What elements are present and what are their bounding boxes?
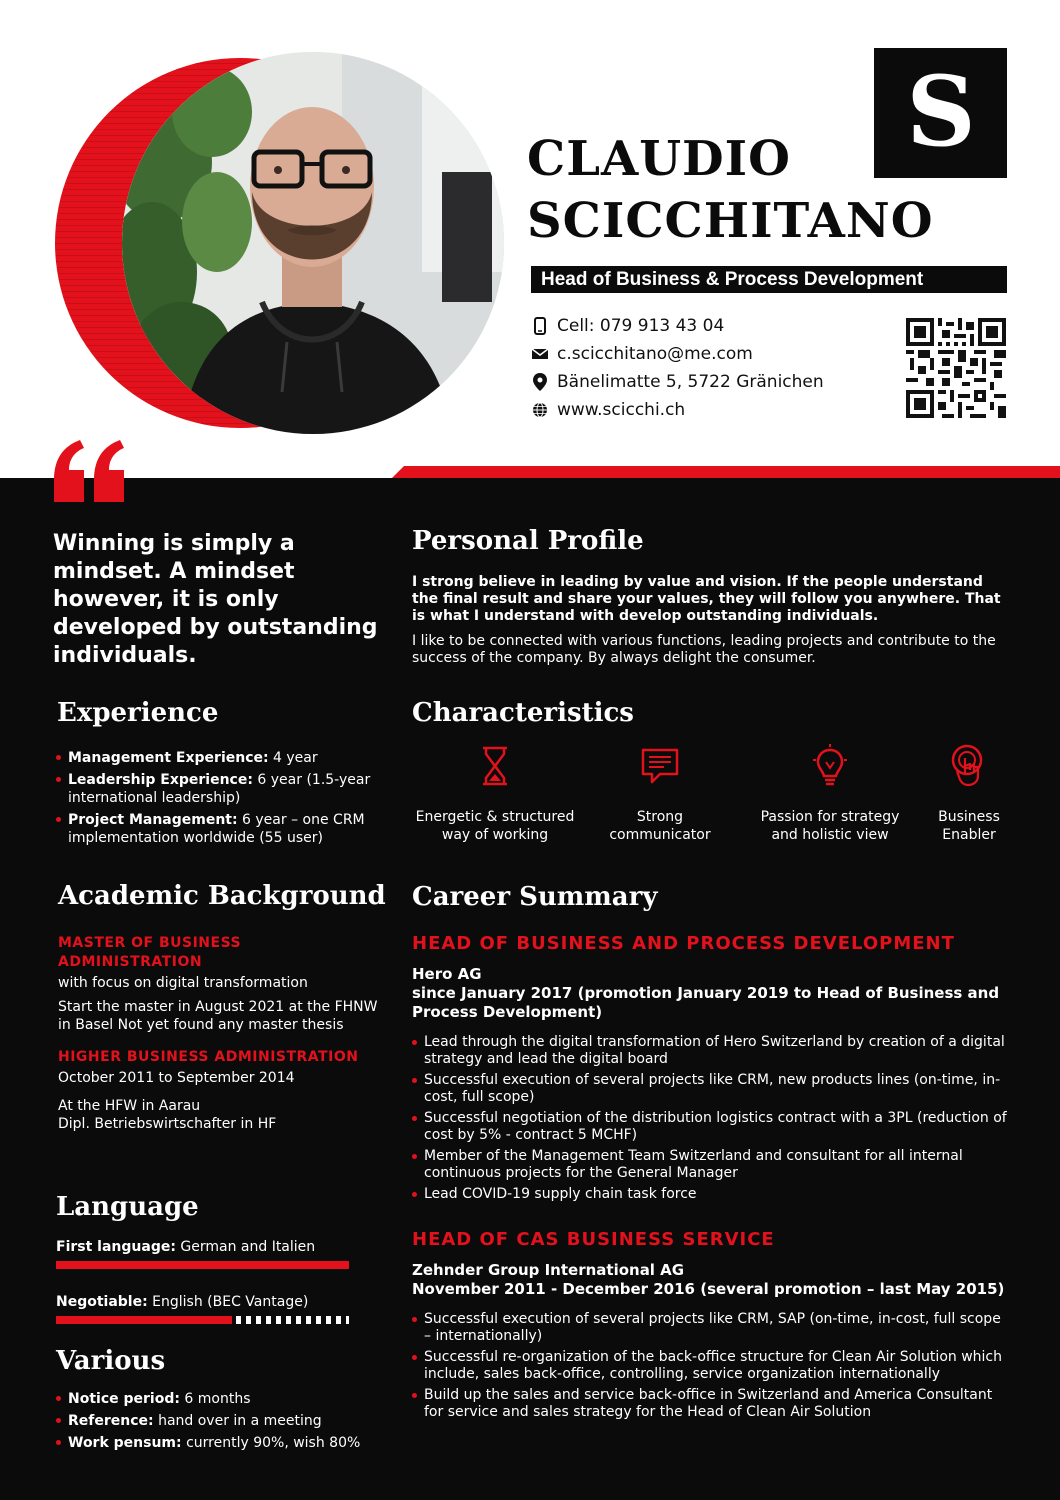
language-section: [56, 1238, 356, 1324]
characteristic-line2: Enabler: [942, 827, 996, 843]
characteristic-line2: communicator: [609, 827, 711, 843]
profile-section: [412, 574, 1002, 667]
first-language-value: German and Italien: [175, 1239, 316, 1255]
first-language-bar: [56, 1261, 349, 1269]
experience-item-value: 4 year: [268, 750, 318, 766]
contact-email[interactable]: [531, 340, 824, 368]
career-section: [412, 932, 1012, 1425]
degree1-note: Start the master in August 2021 at the FHNW in Basel Not yet found any master thesis: [58, 999, 378, 1033]
contact-email-text: c.scicchitano@me.com: [557, 344, 753, 364]
experience-item: [56, 811, 376, 847]
role-bullet: Successful negotiation of the distribution logistics contract with a 3PL (reduction of cost by 5% - contract 5 MCHF): [412, 1110, 1012, 1144]
degree2-title: HIGHER BUSINESS ADMINISTRATION: [58, 1049, 359, 1065]
phone-icon: [531, 317, 549, 335]
characteristic-line2: and holistic view: [771, 827, 889, 843]
experience-item-value: 6 year (1.5-year international leadership): [68, 772, 371, 806]
contact-website[interactable]: [531, 396, 824, 424]
last-name: SCICCHITANO: [527, 193, 934, 249]
role-company: Zehnder Group International AG: [412, 1261, 685, 1279]
career-role: [412, 932, 1012, 1203]
experience-item: [56, 749, 376, 767]
various-item-value: currently 90%, wish 80%: [181, 1435, 361, 1451]
touch-hand-icon: [949, 744, 989, 788]
chat-bubble-icon: [640, 744, 680, 788]
second-language-bar-fill: [56, 1316, 232, 1324]
role-company: Hero AG: [412, 965, 482, 983]
role-bullet: Lead through the digital transformation of Hero Switzerland by creation of a digital strategy and lead the digital board: [412, 1034, 1012, 1068]
experience-item-label: Management Experience:: [68, 750, 269, 766]
contact-phone-text: Cell: 079 913 43 04: [557, 316, 725, 336]
various-item-label: Notice period:: [68, 1391, 180, 1407]
job-title: Head of Business & Process Development: [531, 266, 1007, 293]
experience-heading: Experience: [57, 698, 219, 728]
various-item-value: hand over in a meeting: [153, 1413, 322, 1429]
characteristic-item: [405, 744, 585, 844]
quote-text: Winning is simply a mindset. A mindset however, it is only developed by outstanding individuals.: [53, 531, 378, 668]
role-bullet: Build up the sales and service back-office in Switzerland and America Consultant for service and sales strategy for the Head of Clean Air Solution: [412, 1387, 1012, 1421]
role-bullet: Successful execution of several projects like CRM, new products lines (on-time, in-cost, full scope): [412, 1072, 1012, 1106]
various-item: [56, 1390, 376, 1408]
various-section: [56, 1390, 376, 1456]
contact-address: [531, 368, 824, 396]
characteristics-section: [405, 744, 1025, 854]
first-name: CLAUDIO: [527, 131, 791, 187]
full-name: [527, 128, 934, 252]
profile-text: I like to be connected with various functions, leading projects and contribute to the success of the company. By always delight the consumer.: [412, 633, 996, 666]
characteristic-line1: Strong: [636, 809, 684, 825]
characteristic-item: [745, 744, 915, 844]
contact-list: [531, 312, 824, 424]
characteristic-item: [590, 744, 730, 844]
first-language: [56, 1238, 356, 1256]
various-item-label: Work pensum:: [68, 1435, 182, 1451]
language-heading: Language: [56, 1192, 199, 1222]
career-role: [412, 1228, 1012, 1421]
location-pin-icon: [531, 373, 549, 391]
first-language-bar-fill: [56, 1261, 349, 1269]
role-period: November 2011 - December 2016 (several promotion – last May 2015): [412, 1280, 1005, 1298]
degree1-focus: with focus on digital transformation: [58, 975, 308, 991]
lightbulb-icon: [810, 744, 850, 788]
characteristic-line1: Energetic & structured: [415, 809, 575, 825]
various-heading: Various: [56, 1346, 166, 1376]
characteristics-heading: Characteristics: [412, 698, 634, 728]
characteristic-line1: Business: [938, 809, 1000, 825]
various-item-label: Reference:: [68, 1413, 154, 1429]
role-bullet: Successful re-organization of the back-office structure for Clean Air Solution which include, sales back-office, controlling, service organization internationally: [412, 1349, 1012, 1383]
degree2-place: At the HFW in Aarau: [58, 1098, 201, 1114]
header-section: [0, 0, 1060, 480]
experience-section: [56, 749, 376, 851]
degree2-degree: Dipl. Betriebswirtschafter in HF: [58, 1116, 277, 1132]
role-bullet: Member of the Management Team Switzerland and consultant for all internal continuous projects for the General Manager: [412, 1148, 1012, 1182]
experience-item-label: Project Management:: [68, 812, 238, 828]
svg-text:S: S: [905, 63, 976, 163]
second-language: [56, 1293, 356, 1311]
hourglass-icon: [475, 744, 515, 788]
second-language-label: Negotiable:: [56, 1294, 148, 1310]
role-bullet: Successful execution of several projects like CRM, SAP (on-time, in-cost, full scope – internationally): [412, 1311, 1012, 1345]
degree2-dates: October 2011 to September 2014: [58, 1070, 295, 1086]
profile-bold-text: I strong believe in leading by value and vision. If the people understand the final result and share your values, they will follow you anywhere. That is what I understand with develop outstanding individuals.: [412, 574, 1001, 624]
characteristic-line1: Passion for strategy: [760, 809, 900, 825]
role-company-period: [412, 965, 1012, 1022]
role-title: HEAD OF BUSINESS AND PROCESS DEVELOPMENT: [412, 933, 955, 954]
various-item-value: 6 months: [179, 1391, 251, 1407]
globe-icon: [531, 401, 549, 419]
profile-heading: Personal Profile: [412, 526, 644, 556]
mail-icon: [531, 345, 549, 363]
qr-code[interactable]: [906, 318, 1006, 418]
role-title: HEAD OF CAS BUSINESS SERVICE: [412, 1229, 775, 1250]
characteristic-line2: way of working: [441, 827, 549, 843]
academic-heading: Academic Background: [58, 881, 386, 911]
various-item: [56, 1412, 376, 1430]
experience-item: [56, 771, 376, 807]
second-language-bar: [56, 1316, 349, 1324]
role-period: since January 2017 (promotion January 2019 to Head of Business and Process Development): [412, 984, 1000, 1021]
career-heading: Career Summary: [412, 882, 658, 912]
profile-photo: [122, 52, 504, 434]
first-language-label: First language:: [56, 1239, 176, 1255]
role-bullet: Lead COVID-19 supply chain task force: [412, 1186, 1012, 1203]
various-item: [56, 1434, 376, 1452]
experience-item-label: Leadership Experience:: [68, 772, 253, 788]
degree1-title: MASTER OF BUSINESS ADMINISTRATION: [58, 935, 242, 970]
contact-website-text: www.scicchi.ch: [557, 400, 686, 420]
second-language-value: English (BEC Vantage): [147, 1294, 309, 1310]
contact-phone[interactable]: [531, 312, 824, 340]
characteristic-item: [925, 744, 1013, 844]
contact-address-text: Bänelimatte 5, 5722 Gränichen: [557, 372, 824, 392]
role-company-period: [412, 1261, 1012, 1299]
quote-mark-icon: [54, 440, 126, 504]
academic-section: [58, 934, 378, 1139]
experience-item-value: 6 year – one CRM implementation worldwide (55 user): [68, 812, 365, 846]
